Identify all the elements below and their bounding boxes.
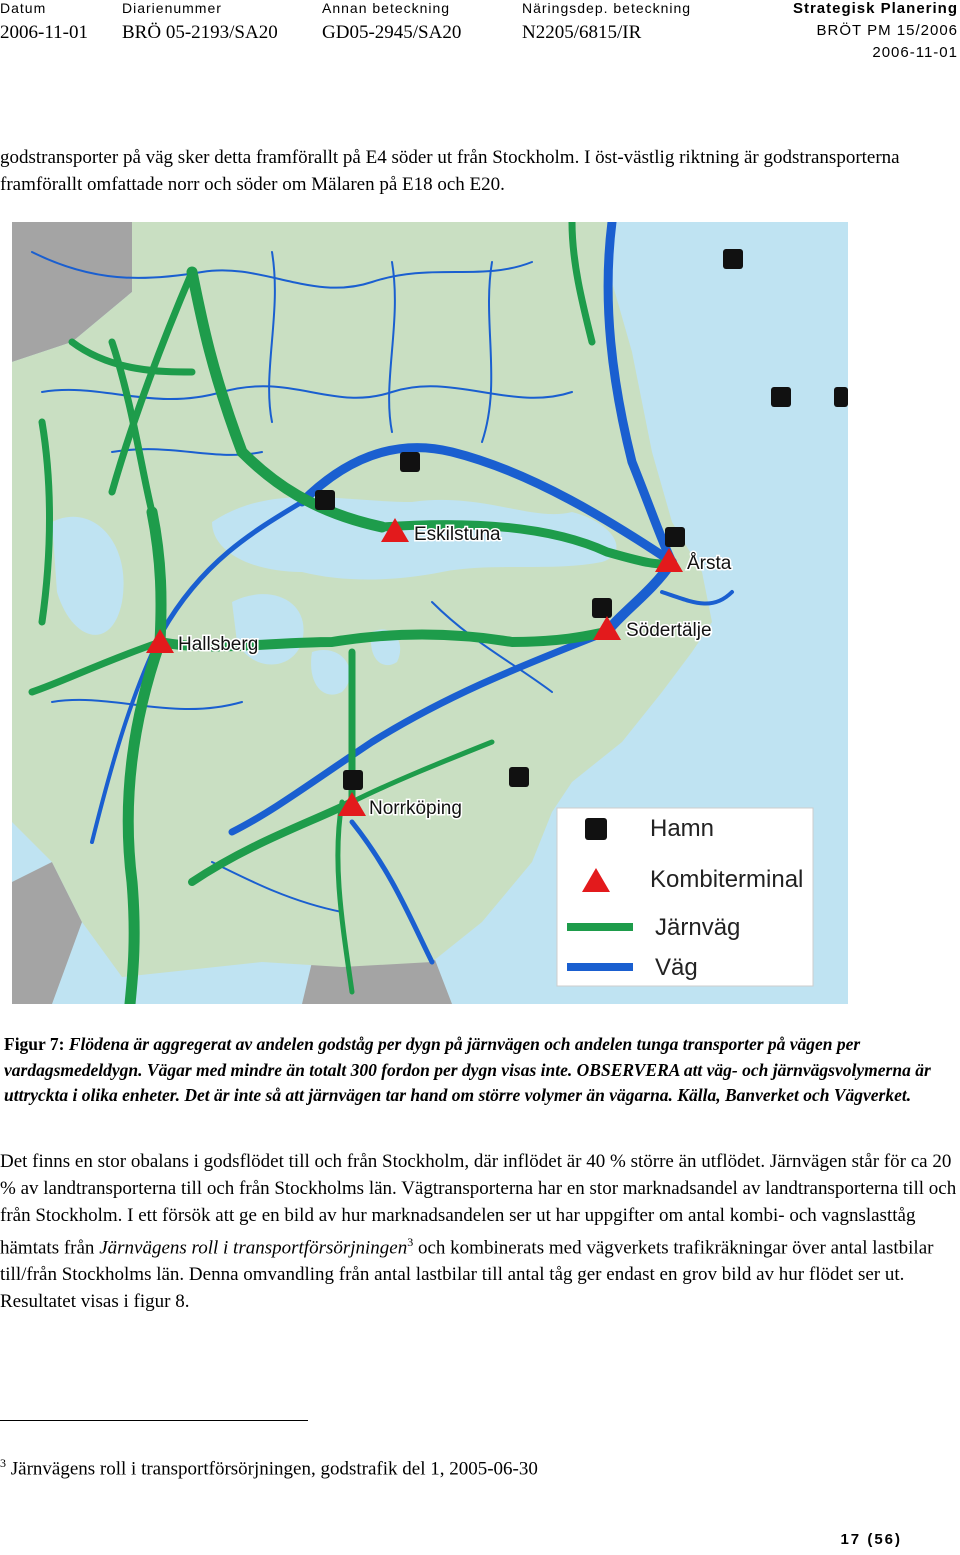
header-org-title: Strategisk Planering [792,0,958,17]
anchor-icon [400,452,420,472]
map-legend [557,808,813,986]
header-annan-value: GD05-2945/SA20 [322,22,462,43]
anchor-icon [771,387,791,407]
intro-paragraph: godstransporter på väg sker detta framförallt på E4 söder ut från Stockholm. I öst-västlig riktning är godstransporterna framförallt omfattade norr och söder om Mälaren på E18 och E20. [0,147,900,195]
label-hallsberg: Hallsberg [178,634,259,655]
legend-rail-swatch [567,923,633,931]
header-naring-label: Näringsdep. beteckning [522,0,692,16]
anchor-icon [592,598,612,618]
figure-caption [4,1032,956,1109]
header-datum-value: 2006-11-01 [0,22,88,43]
header-doc-date: 2006-11-01 [872,44,958,61]
label-eskilstuna: Eskilstuna [414,524,501,545]
footnote [0,1456,538,1480]
anchor-icon [665,527,685,547]
label-sodertalje: Södertälje [626,620,712,641]
legend-label-vag: Väg [655,954,698,981]
footnote-ref: 3 [407,1235,414,1249]
header-datum-label: Datum [0,0,47,16]
body-italic-title: Järnvägens roll i transportförsörjningen [99,1237,408,1259]
anchor-icon [834,387,848,407]
legend-road-swatch [567,963,633,971]
legend-port-icon [585,818,607,840]
header-diarie-value: BRÖ 05-2193/SA20 [122,22,278,43]
anchor-icon [343,770,363,790]
footnote-number: 3 [0,1456,6,1470]
footnote-divider [0,1420,308,1421]
header-naring-value: N2205/6815/IR [522,22,642,43]
body-text-part1: Det finns en stor obalans i godsflödet till och från Stockholm, där inflödet är 40 % större än utflödet. Järnvägen står för ca 20 % av landtransporterna till och från Stockholms län. Vägtransporterna har en stor marknadsandel av landtransporterna till och från Stockholm. I ett försök att ge en bild av hur marknadsandelen ser ut har uppgifter om antal kombi- och vagnslasttåg hämtats från [0,1151,957,1259]
legend-label-jarnvag: Järnväg [655,914,741,941]
body-paragraph [0,1148,960,1315]
page-number: 17 (56) [840,1531,902,1548]
footnote-text: Järnvägens roll i transportförsörjningen, godstrafik del 1, 2005-06-30 [10,1458,538,1480]
header-annan-label: Annan beteckning [322,0,451,16]
anchor-icon [509,767,529,787]
caption-text: Flödena är aggregerat av andelen godståg per dygn på järnvägen och andelen tunga transporter på vägen per vardagsmedeldygn. Vägar med mindre än totalt 300 fordon per dygn visas inte. OBSERVERA att väg- och järnvägsvolymerna är uttryckta i olika enheter. Det är inte så att järnvägen tar hand om större volymer än vägarna. Källa, Banverket och Vägverket. [4,1034,931,1105]
legend-label-kombiterminal: Kombiterminal [650,866,804,893]
body-text-part2: och kombinerats med vägverkets trafikräkningar över antal lastbilar till/från Stockholms län. Denna omvandling från antal lastbilar till antal tåg ger endast en grov bild av hur flödet ser ut. Resultatet visas i figur 8. [0,1237,934,1313]
freight-flow-map [12,222,848,1004]
legend-label-hamn: Hamn [650,815,715,842]
anchor-icon [723,249,743,269]
header-doc-ref: BRÖT PM 15/2006 [816,22,958,39]
header-diarie-label: Diarienummer [122,0,222,16]
label-arsta: Årsta [687,553,732,574]
anchor-icon [315,490,335,510]
caption-lead: Figur 7: [4,1034,65,1054]
label-norrkoping: Norrköping [369,798,462,819]
